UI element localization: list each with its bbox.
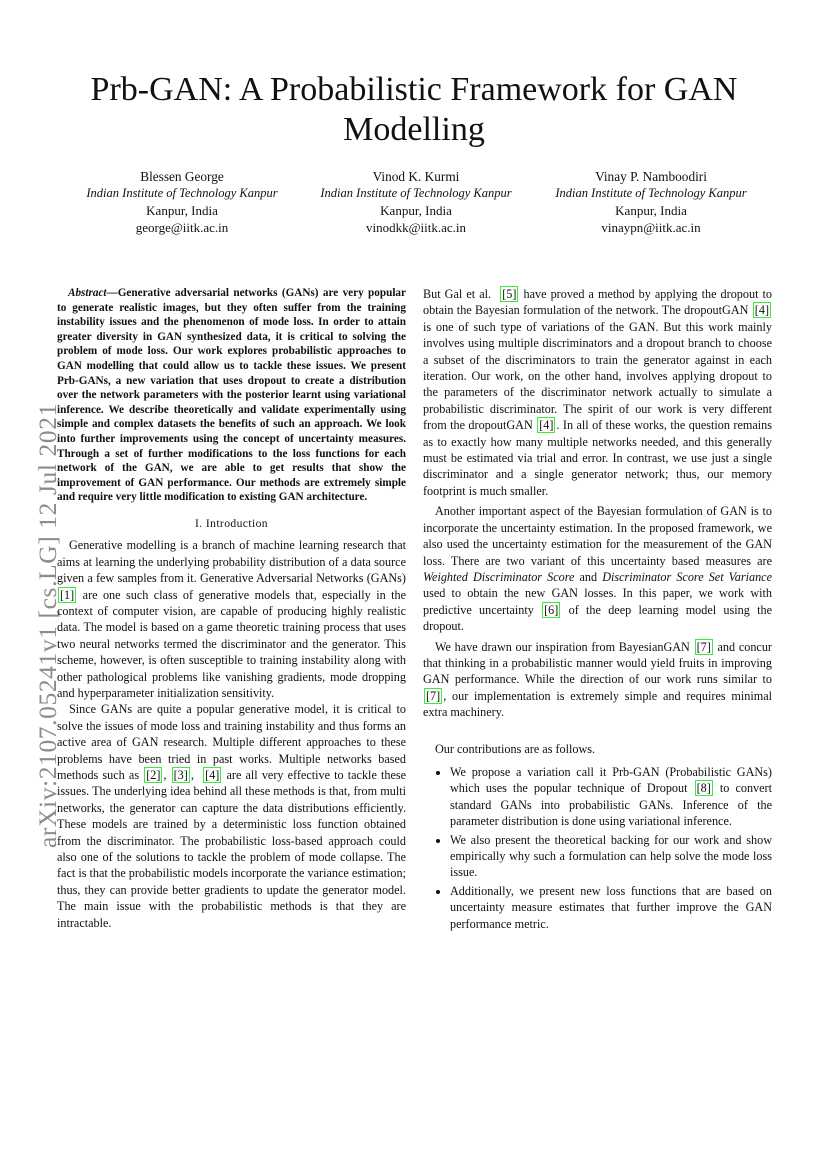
left-column bbox=[57, 286, 406, 931]
abstract-label: Abstract bbox=[68, 287, 107, 299]
author-affiliation: Indian Institute of Technology Kanpur bbox=[555, 186, 747, 200]
citation-link[interactable]: [1] bbox=[60, 587, 75, 602]
section-heading-introduction: I. Introduction bbox=[195, 516, 268, 530]
citation-link[interactable]: [2] bbox=[146, 768, 161, 782]
contribution-item: • Additionally, we present new loss functions that are based on uncertainty measure estimates that further improve the GAN performance metric. bbox=[450, 883, 772, 932]
author-location: Kanpur, India bbox=[146, 203, 218, 218]
abstract bbox=[57, 286, 406, 505]
author-location: Kanpur, India bbox=[615, 203, 687, 218]
citation-link[interactable]: [3] bbox=[173, 768, 188, 782]
citation-link[interactable]: [5] bbox=[502, 287, 517, 301]
contribution-item: • We propose a variation call it Prb-GAN (Probabilistic GANs) which uses the popular technique of Dropout [8] to convert standard GANs into probabilistic GANs. Inference of the parameter distribution is done using variational inference. bbox=[450, 764, 772, 830]
author-location: Kanpur, India bbox=[380, 203, 452, 218]
intro-paragraph-1: Generative modelling is a branch of machine learning research that aims at learning the underlying probability distribution of a data source given a few samples from it. Generative Adversarial Networks (GANs) [1] are one such class of generative models that, especially in the context of computer vision, are capable of producing highly realistic data. The model is based on a game theoretic training process that uses two neural networks termed the discriminator and the generator. This scheme, however, is often susceptible to training instability along with other pathological problems like vanishing gradients, mode dropping and hyperparameter initialization sensitivity. bbox=[57, 538, 407, 700]
citation-link[interactable]: [4] bbox=[539, 418, 554, 433]
intro-paragraph-5: We have drawn our inspiration from BayesianGAN [7] and concur that thinking in a probabilistic manner would yield fruits in improving GAN performance. While the direction of our work runs similar to [7] , our implementation is extremely simple and requires minimal extra machinery. bbox=[423, 639, 772, 720]
citation-link[interactable]: [7] bbox=[426, 688, 441, 703]
author-block-2 bbox=[296, 168, 536, 236]
author-name: Vinay P. Namboodiri bbox=[595, 169, 707, 184]
citation-link[interactable]: [4] bbox=[205, 768, 220, 782]
intro-paragraph-4: Another important aspect of the Bayesian formulation of GAN is to incorporate the uncertainty estimation. In the proposed framework, we also used the uncertainty estimation for the measurement of the GAN loss. There are two variant of this uncertainty based measures are Weighted Discriminator Score and Discriminator Score Set Variance used to obtain the new GAN losses. In this paper, we work with predictive uncertainty [6] of the deep learning model using the dropout. bbox=[423, 504, 773, 634]
citation-link[interactable]: [7] bbox=[696, 639, 711, 654]
abstract-text: —Generative adversarial networks (GANs) are very popular to generate realistic images, but they often suffer from the training instability issues and the phenomenon of mode loss. In order to attain greater diversity in GAN synthesized data, it is critical to solving the problem of mode loss. Our work explores probabilistic approaches to GAN modelling that could allow us to tackle these issues. We present Prb-GANs, a new variation that uses dropout to create a distribution over the network parameters with the posterior learnt using variational inference. We describe theoretically and validate experimentally using simple and complex datasets the benefits of such an approach. We look into further improvements using the concept of uncertainty measures. Through a set of further modifications to the loss functions for each network of the GAN, we are able to get results that show the improvement of GAN performance. Our methods are extremely simple and require very little modification to existing GAN architecture. bbox=[57, 287, 406, 504]
author-affiliation: Indian Institute of Technology Kanpur bbox=[320, 186, 512, 200]
citation-link[interactable]: [6] bbox=[544, 602, 559, 617]
contributions-intro: Our contributions are as follows. bbox=[435, 741, 596, 756]
contribution-item: • We also present the theoretical backing for our work and show empirically why such a formulation can help solve the mode loss issue. bbox=[450, 832, 772, 881]
right-column bbox=[423, 286, 772, 934]
author-email[interactable]: vinaypn@iitk.ac.in bbox=[601, 220, 701, 235]
author-affiliation: Indian Institute of Technology Kanpur bbox=[86, 186, 278, 200]
author-email[interactable]: george@iitk.ac.in bbox=[135, 220, 229, 235]
author-block-1 bbox=[62, 168, 302, 236]
author-block-3 bbox=[531, 168, 771, 236]
citation-link[interactable]: [8] bbox=[696, 781, 711, 796]
author-name: Vinod K. Kurmi bbox=[372, 169, 460, 184]
intro-paragraph-3: But Gal et al. [5] have proved a method by applying the dropout to obtain the Bayesian formulation of the network. The dropoutGAN [4] is one of such type of variations of the GAN. But this work mainly involves using multiple discriminators and a dropout branch to choose a subset of the discriminators to train the generator against in each iteration. Our work, on the other hand, involves applying dropout to the parameters of the discriminator network actually to simulate a probabilistic discriminator. The spirit of our work is very different from the dropoutGAN [4] . In all of these works, the question remains as to exactly how many multiple networks needed, and this generally must be estimated via trial and error. In contrast, we use just a single discriminator and a single generator network; thus, our memory footprint is much smaller. bbox=[423, 287, 773, 498]
citation-link[interactable]: [4] bbox=[754, 303, 770, 318]
arxiv-identifier-stamp: arXiv:2107.05241v1 [cs.LG] 12 Jul 2021 bbox=[33, 403, 62, 848]
intro-paragraph-2: Since GANs are quite a popular generative model, it is critical to solve the issues of mode loss and training instability and thus forms an active area of GAN research. Multiple different approaches to these problems have been tried in past works. Multiple networks based methods such as [2] , [3] , [4] are all very effective to tackle these issues. The underlying idea behind all these methods is that, from multi networks, the generator can capture the data distributions efficiently. These models are trained by a deterministic loss function obtained from the discriminator. The probabilistic loss-based approach could also one of the solutions to tackle the problem of mode collapse. The fact is that the probabilistic models incorporate the variance estimation; thus, they can provide better gradients to update the generator model. The main issue with the probabilistic methods is that they are intractable. bbox=[57, 702, 407, 930]
author-name: Blessen George bbox=[140, 169, 224, 184]
paper-title: Prb-GAN: A Probabilistic Framework for GAN Modelling bbox=[90, 71, 738, 148]
author-email[interactable]: vinodkk@iitk.ac.in bbox=[365, 220, 467, 235]
contributions-list bbox=[423, 764, 772, 932]
